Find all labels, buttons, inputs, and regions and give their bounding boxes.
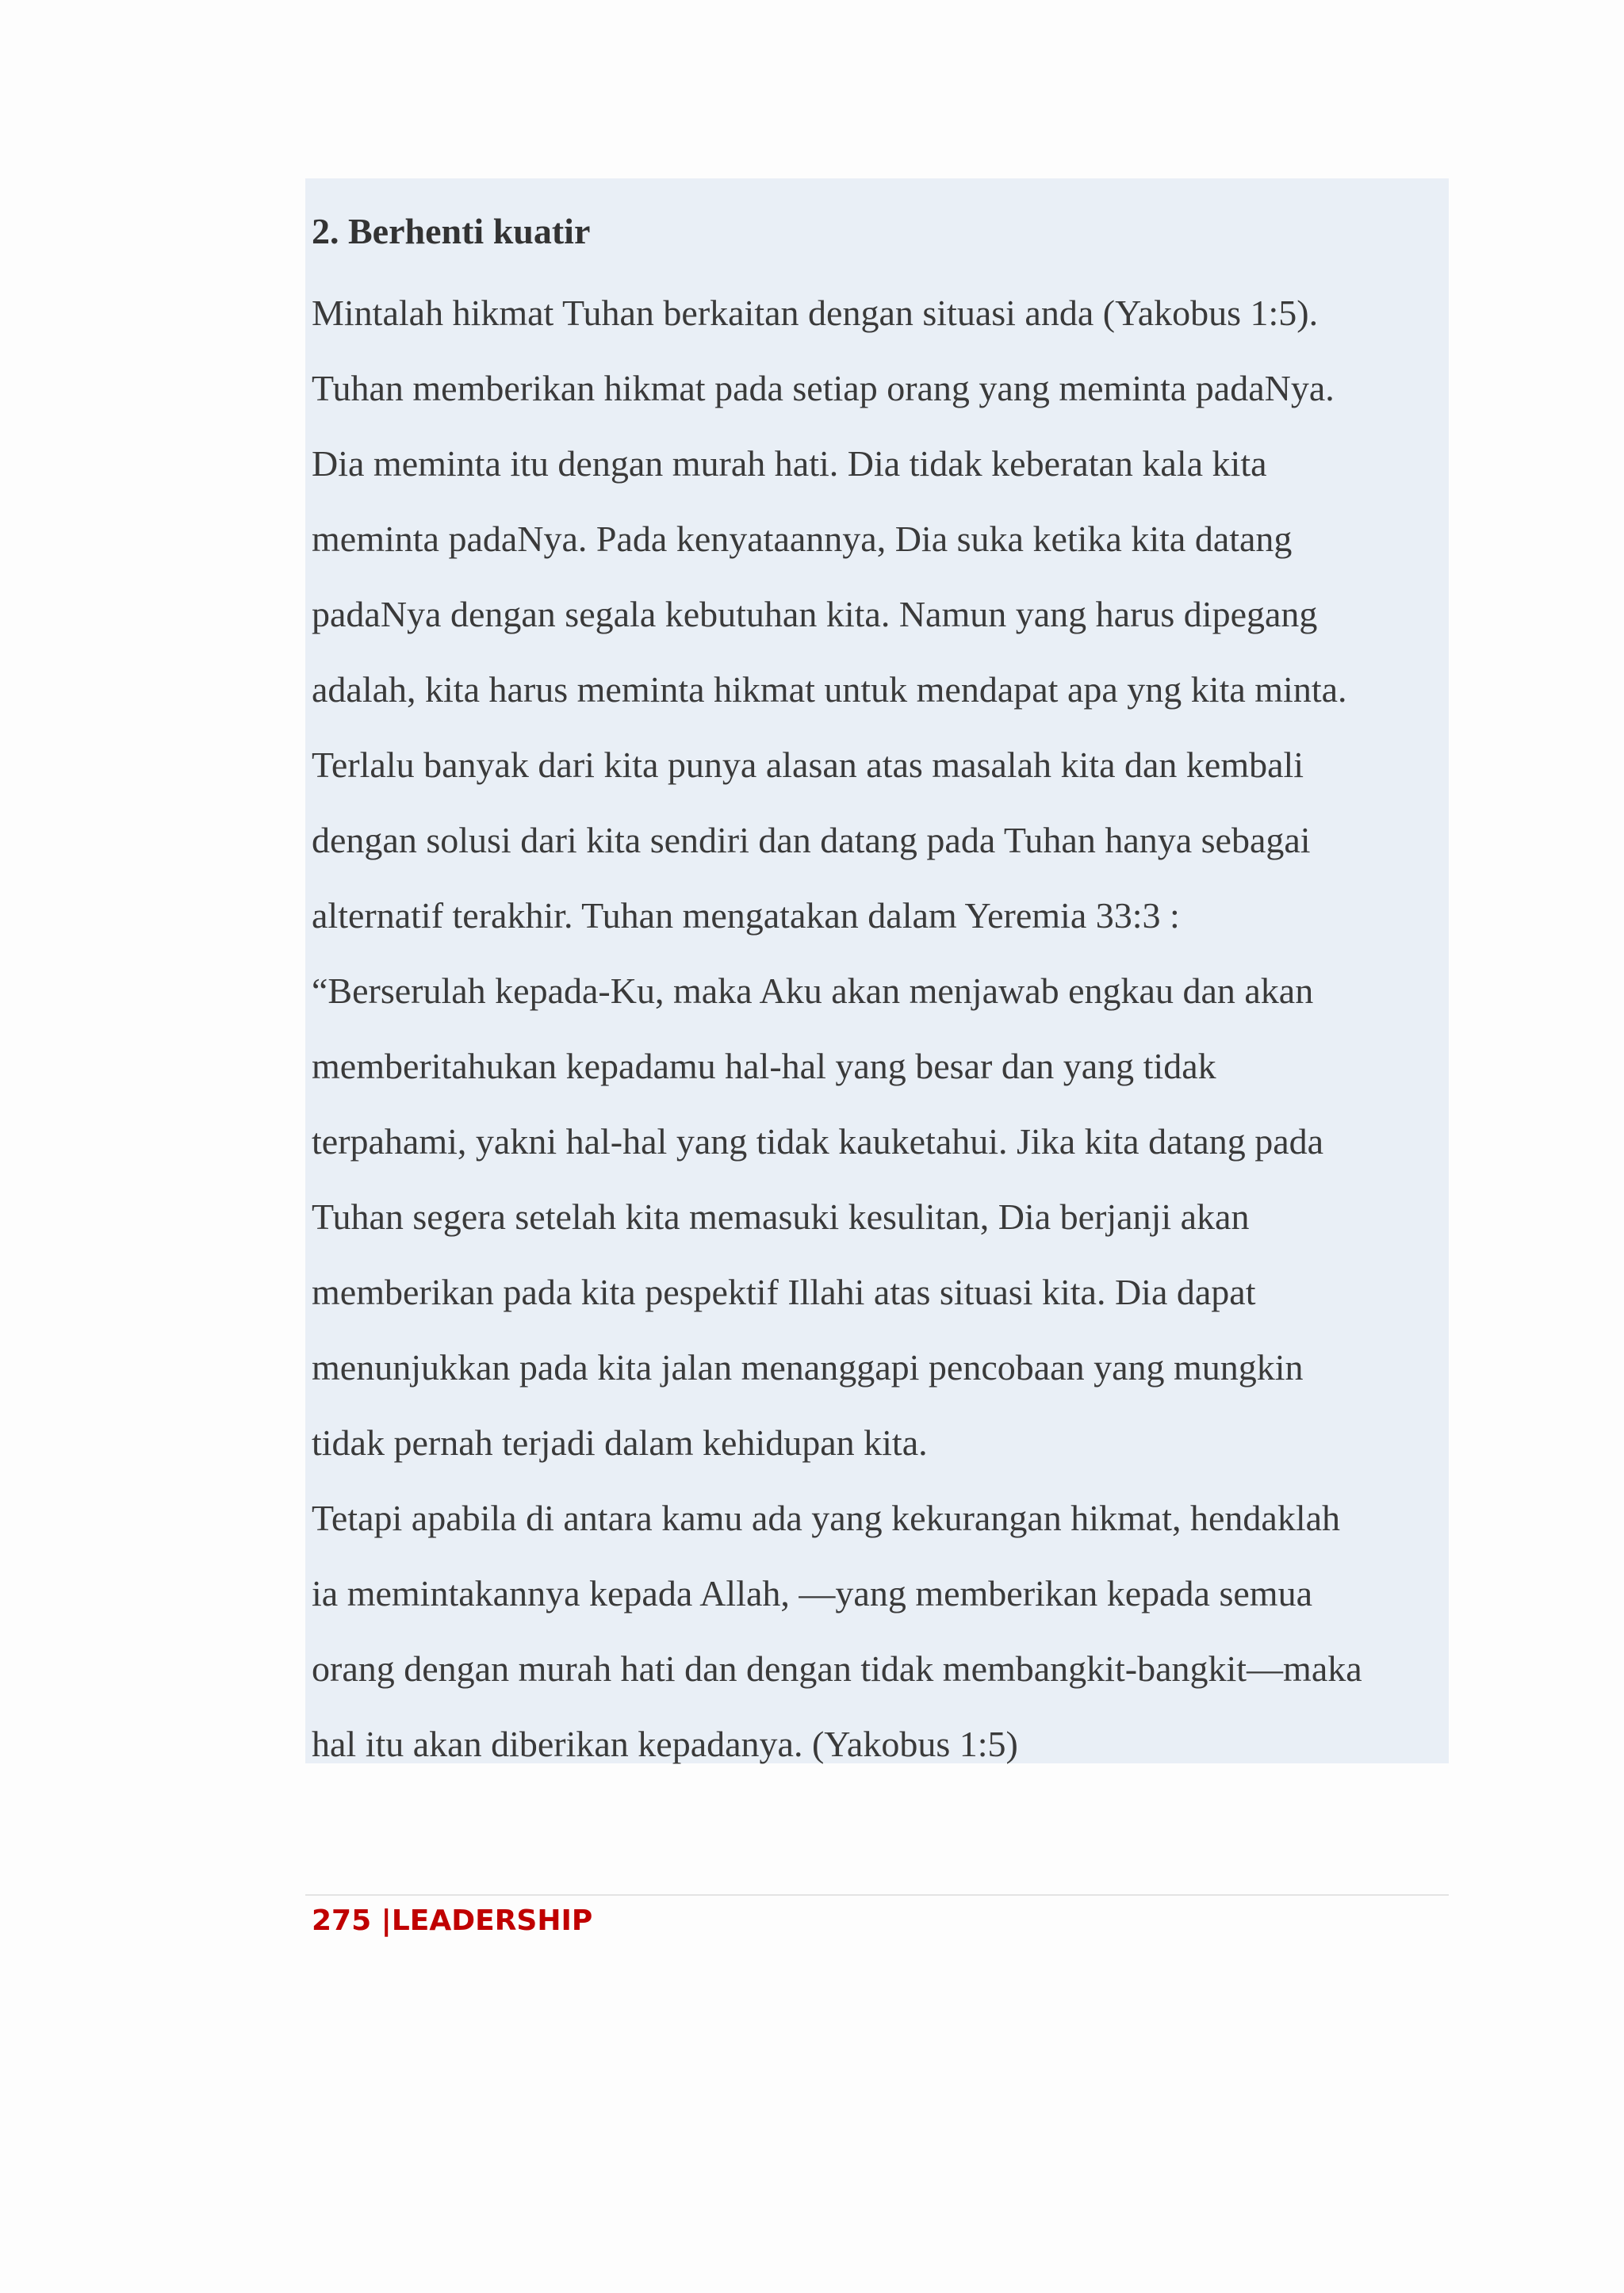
text-line: padaNya dengan segala kebutuhan kita. Namun yang harus dipegang <box>312 594 1318 634</box>
text-line: Dia meminta itu dengan murah hati. Dia tidak keberatan kala kita <box>312 443 1267 484</box>
text-line: alternatif terakhir. Tuhan mengatakan dalam Yeremia 33:3 : <box>312 895 1180 936</box>
text-line: hal itu akan diberikan kepadanya. (Yakobus 1:5) <box>312 1724 1018 1764</box>
text-line: adalah, kita harus meminta hikmat untuk mendapat apa yng kita minta. <box>312 669 1347 710</box>
text-line: Mintalah hikmat Tuhan berkaitan dengan situasi anda (Yakobus 1:5). <box>312 293 1319 333</box>
text-line: memberitahukan kepadamu hal-hal yang besar dan yang tidak <box>312 1046 1216 1086</box>
text-line: terpahami, yakni hal-hal yang tidak kauketahui. Jika kita datang pada <box>312 1121 1324 1162</box>
page-footer: 275 |LEADERSHIP <box>312 1904 593 1937</box>
text-line: memberikan pada kita pespektif Illahi atas situasi kita. Dia dapat <box>312 1272 1256 1312</box>
text-line: tidak pernah terjadi dalam kehidupan kita. <box>312 1422 928 1463</box>
text-line: ia memintakannya kepada Allah, —yang memberikan kepada semua <box>312 1573 1312 1614</box>
text-line: Tetapi apabila di antara kamu ada yang kekurangan hikmat, hendaklah <box>312 1498 1341 1538</box>
text-line: menunjukkan pada kita jalan menanggapi pencobaan yang mungkin <box>312 1347 1304 1388</box>
text-line: meminta padaNya. Pada kenyataannya, Dia suka ketika kita datang <box>312 519 1293 559</box>
text-line: Tuhan segera setelah kita memasuki kesulitan, Dia berjanji akan <box>312 1196 1250 1237</box>
text-line: dengan solusi dari kita sendiri dan datang pada Tuhan hanya sebagai <box>312 820 1311 860</box>
text-line: “Berserulah kepada-Ku, maka Aku akan menjawab engkau dan akan <box>312 970 1314 1011</box>
footer-divider <box>305 1894 1449 1896</box>
text-line: Tuhan memberikan hikmat pada setiap orang yang meminta padaNya. <box>312 368 1335 408</box>
text-line: orang dengan murah hati dan dengan tidak membangkit-bangkit—maka <box>312 1648 1362 1689</box>
section-heading: 2. Berhenti kuatir <box>312 211 591 251</box>
text-line: Terlalu banyak dari kita punya alasan atas masalah kita dan kembali <box>312 745 1304 785</box>
